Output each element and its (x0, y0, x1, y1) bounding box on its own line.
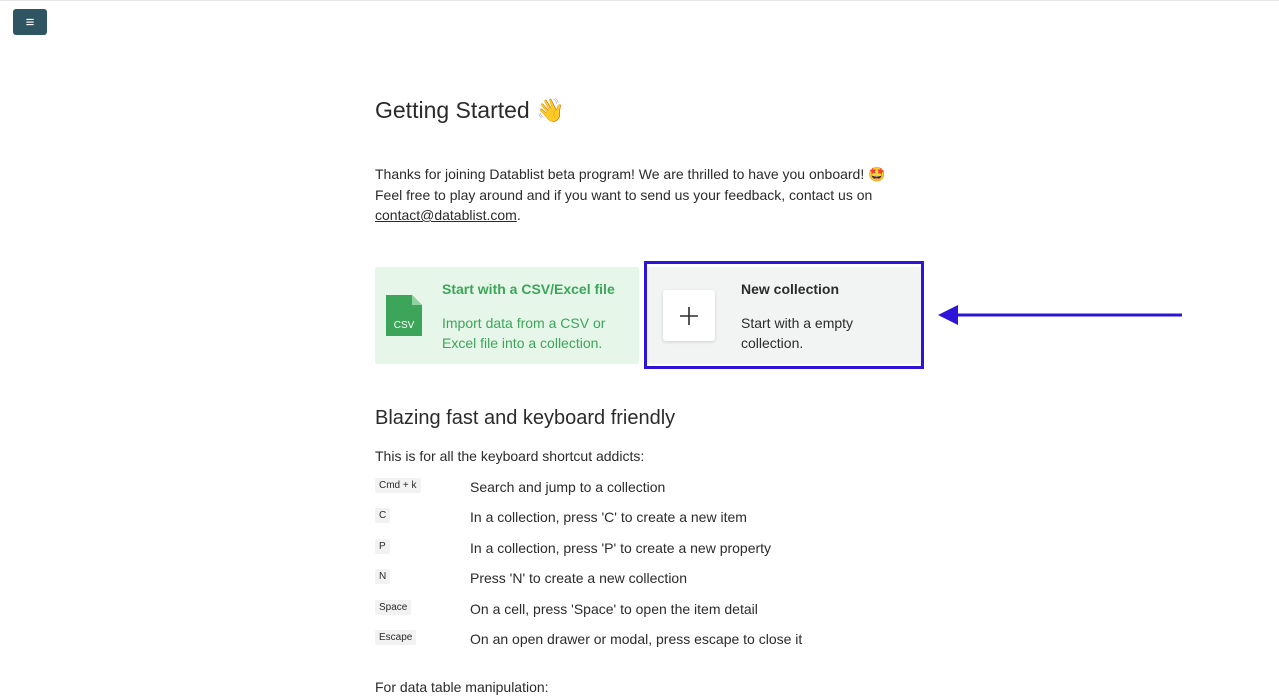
plus-icon (679, 306, 699, 326)
pointer-arrow-icon (936, 303, 1182, 327)
shortcut-key: Cmd + k (375, 478, 421, 493)
start-options (375, 267, 923, 364)
menu-button[interactable] (13, 9, 47, 35)
keyboard-heading: Blazing fast and keyboard friendly (375, 407, 676, 429)
intro-line-1: Thanks for joining Datablist beta program! We are thrilled to have you onboard! 🤩 (375, 166, 886, 182)
intro-end: . (516, 207, 521, 223)
shortcut-row (375, 567, 935, 589)
contact-email-link[interactable]: contact@datablist.com (375, 207, 517, 223)
plus-icon-box (663, 290, 715, 341)
table-manipulation-heading: For data table manipulation: (375, 679, 549, 695)
keyboard-subtitle: This is for all the keyboard shortcut addicts: (375, 448, 645, 464)
shortcut-key: Space (375, 600, 411, 615)
csv-import-card[interactable] (375, 267, 639, 364)
shortcut-key: N (375, 569, 390, 584)
shortcut-row (375, 476, 935, 498)
csv-card-title: Start with a CSV/Excel file (442, 281, 615, 297)
page-title: Getting Started 👋 (375, 97, 565, 123)
shortcut-description: In a collection, press 'P' to create a new property (470, 540, 772, 556)
new-collection-card[interactable] (645, 267, 923, 364)
shortcut-row (375, 537, 935, 559)
intro-text (375, 164, 895, 226)
shortcut-row (375, 506, 935, 528)
shortcut-row (375, 628, 935, 650)
shortcut-description: Press 'N' to create a new collection (470, 570, 687, 586)
shortcut-key: Escape (375, 630, 416, 645)
intro-line-2: Feel free to play around and if you want to send us your feedback, contact us on (375, 186, 873, 203)
shortcut-row (375, 598, 935, 620)
csv-file-icon (386, 295, 422, 336)
hamburger-menu-icon: ≡ (25, 13, 35, 31)
shortcut-description: In a collection, press 'C' to create a new item (470, 509, 747, 525)
new-collection-description: Start with a empty collection. (741, 315, 854, 351)
shortcut-description: On an open drawer or modal, press escape to close it (470, 631, 803, 647)
csv-card-description: Import data from a CSV or Excel file into a collection. (442, 315, 606, 351)
shortcut-key: P (375, 539, 390, 554)
shortcut-description: Search and jump to a collection (470, 479, 666, 495)
shortcut-description: On a cell, press 'Space' to open the item detail (470, 601, 758, 617)
csv-icon-label: CSV (393, 320, 415, 331)
shortcut-key: C (375, 508, 390, 523)
new-collection-title: New collection (741, 281, 840, 297)
